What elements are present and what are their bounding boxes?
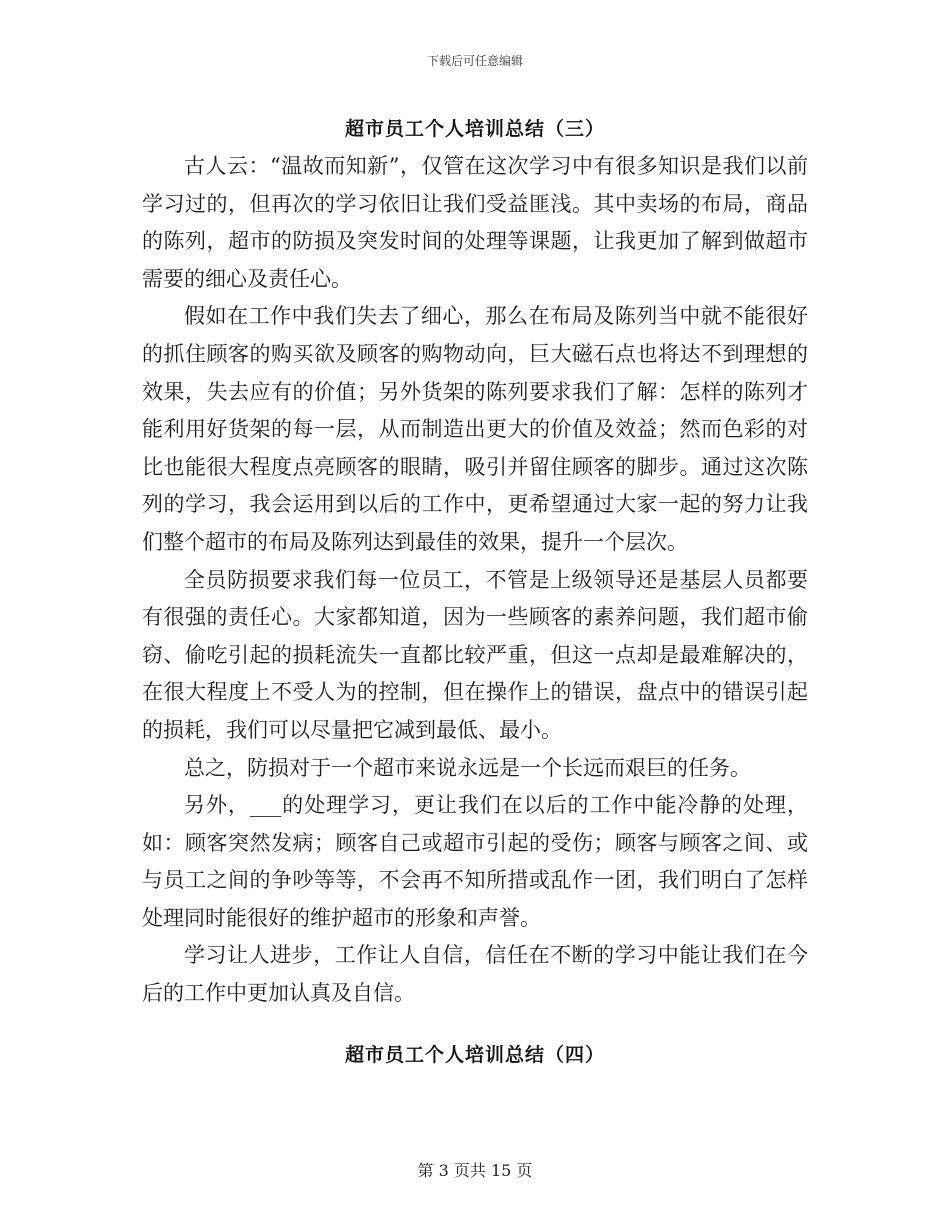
paragraph: 全员防损要求我们每一位员工，不管是上级领导还是基层人员都要有很强的责任心。大家都知道，因为一些顾客的素养问题，我们超市偷窃、偷吃引起的损耗流失一直都比较严重，但这一点却是最难解决的，在很大程度上不受人为的控制，但在操作上的错误，盘点中的错误引起的损耗，我们可以尽量把它减到最低、最小。 [142,567,808,742]
paragraph: 另外，___的处理学习，更让我们在以后的工作中能冷静的处理，如：顾客突然发病；顾客自己或超市引起的受伤；顾客与顾客之间、或与员工之间的争吵等等，不会再不知所措或乱作一团，我们明白了怎样处理同时能很好的维护超市的形象和声誉。 [142,793,808,930]
paragraph: 假如在工作中我们失去了细心，那么在布局及陈列当中就不能很好的抓住顾客的购买欲及顾客的购物动向，巨大磁石点也将达不到理想的效果，失去应有的价值；另外货架的陈列要求我们了解：怎样的陈列才能利用好货架的每一层，从而制造出更大的价值及效益；然而色彩的对比也能很大程度点亮顾客的眼睛，吸引并留住顾客的脚步。通过这次陈列的学习，我会运用到以后的工作中，更希望通过大家一起的努力让我们整个超市的布局及陈列达到最佳的效果，提升一个层次。 [142,304,808,554]
paragraph: 学习让人进步，工作让人自信，信任在不断的学习中能让我们在今后的工作中更加认真及自信。 [142,943,808,1006]
paragraph: 总之，防损对于一个超市来说永远是一个长远而艰巨的任务。 [184,755,751,780]
page-number: 第 3 页共 15 页 [417,1161,533,1180]
header-note: 下载后可任意编辑 [426,54,523,68]
paragraph: 古人云：“温故而知新”，仅管在这次学习中有很多知识是我们以前学习过的，但再次的学习依旧让我们受益匪浅。其中卖场的布局，商品的陈列，超市的防损及突发时间的处理等课题，让我更加了解到做超市需要的细心及责任心。 [142,154,808,291]
section-title-3: 超市员工个人培训总结（三） [344,118,605,140]
document-body [142,148,808,1013]
section-title-4: 超市员工个人培训总结（四） [344,1044,605,1066]
